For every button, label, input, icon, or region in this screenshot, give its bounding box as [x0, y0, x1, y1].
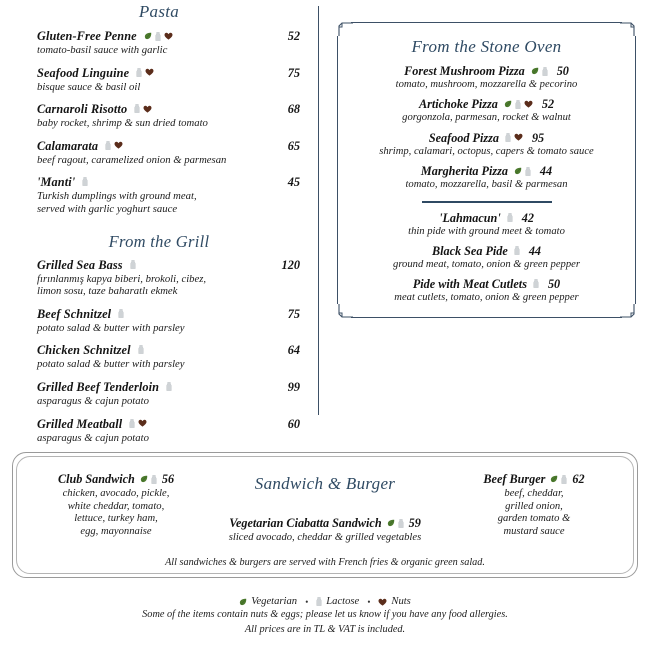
menu-item-header: [347, 131, 626, 146]
menu-item-header: [347, 277, 626, 292]
leaf-icon: [387, 519, 395, 527]
price-note: All prices are in TL & VAT is included.: [244, 623, 406, 635]
menu-item[interactable]: [347, 164, 626, 191]
nut-icon: [138, 419, 147, 427]
item-price: 56: [161, 472, 175, 486]
menu-item-name: Beef Schnitzel: [37, 306, 112, 321]
menu-item-description: Turkish dumplings with ground meat, served with garlic yoghurt sauce: [37, 190, 197, 215]
menu-item-price: 42: [521, 210, 534, 225]
menu-item-header: [347, 97, 626, 112]
leaf-icon: [144, 32, 152, 40]
milk-icon: [151, 475, 157, 484]
menu-item-description: fırınlanmış kapya biberi, brokoli, cibez, limon sosu, taze baharatlı ekmek: [37, 272, 207, 298]
menu-item-icons: [505, 133, 523, 142]
menu-item-name: Seafood Linguine: [37, 65, 130, 80]
grill-section-title: From the Grill: [108, 231, 210, 251]
milk-icon: [82, 177, 88, 186]
menu-item-icons: [144, 32, 173, 41]
menu-item-header: [37, 29, 318, 44]
item-name: Vegetarian Ciabatta Sandwich: [229, 516, 382, 530]
nut-icon: [378, 598, 387, 606]
item-description: beef, cheddar, grilled onion, garden tomato & mustard sauce: [497, 488, 571, 537]
item-icons: [550, 475, 567, 484]
menu-item-description: beef ragout, caramelized onion & parmesan: [37, 153, 227, 166]
menu-item[interactable]: [347, 64, 626, 91]
club-sandwich-name-line: [26, 472, 206, 487]
menu-item-icons: [514, 167, 531, 176]
sandwich-section-title: Sandwich & Burger: [254, 474, 396, 493]
milk-icon: [118, 309, 124, 318]
menu-item-icons: [166, 382, 172, 391]
milk-icon: [136, 68, 142, 77]
menu-item[interactable]: [0, 66, 318, 94]
menu-item-icons: [105, 141, 123, 150]
legend-label: Vegetarian: [251, 596, 298, 607]
menu-item-description: ground meat, tomato, onion & green pepper: [393, 259, 580, 271]
menu-item-name: 'Lahmacun': [439, 210, 501, 225]
menu-item-price: 50: [547, 277, 561, 292]
nut-icon: [145, 68, 154, 76]
sandwich-burger-box: [12, 452, 638, 578]
menu-item-price: 50: [556, 64, 569, 78]
nut-icon: [524, 100, 533, 108]
milk-icon: [138, 345, 144, 354]
item-price: 62: [572, 472, 585, 486]
menu-item-price: 75: [287, 65, 300, 80]
legend-entry: [378, 596, 410, 607]
milk-icon: [129, 419, 135, 428]
stone-oven-frame: [337, 22, 636, 318]
item-icons: [140, 475, 157, 484]
menu-item-header: [37, 307, 318, 322]
menu-item-price: 45: [287, 175, 300, 190]
menu-item-name: Seafood Pizza: [428, 130, 499, 145]
menu-item-header: [347, 164, 626, 179]
milk-icon: [561, 475, 567, 484]
beef-burger-name-line: [444, 472, 624, 487]
menu-item-description: potato salad & butter with parsley: [37, 358, 185, 371]
menu-item[interactable]: [347, 131, 626, 158]
sandwich-items-row: [26, 462, 624, 545]
menu-item-name: Grilled Meatball: [37, 416, 123, 431]
menu-item-header: [37, 139, 318, 154]
menu-item-name: Carnaroli Risotto: [37, 102, 128, 117]
milk-icon: [514, 246, 520, 255]
sandwich-note: All sandwiches & burgers are served with French fries & organic green salad.: [165, 557, 485, 568]
menu-item-header: [347, 211, 626, 226]
menu-item-description: bisque sauce & basil oil: [37, 80, 141, 93]
left-column: [0, 0, 318, 443]
menu-item-description: asparagus & cajun potato: [37, 431, 149, 444]
menu-item-name: 'Manti': [37, 175, 76, 190]
menu-item-price: 52: [287, 29, 300, 43]
menu-item-price: 52: [541, 97, 555, 112]
footer: [0, 596, 650, 636]
leaf-icon: [239, 598, 247, 606]
nut-icon: [114, 141, 123, 149]
sandwich-left-item: [26, 462, 206, 538]
frame-left-line: [337, 36, 338, 304]
milk-icon: [155, 32, 161, 41]
stone-oven-pide-list: [347, 211, 626, 305]
menu-item-name: Chicken Schnitzel: [37, 343, 131, 358]
menu-item-icons: [507, 213, 513, 222]
milk-icon: [515, 100, 521, 109]
legend-entry: [316, 596, 359, 607]
menu-item-description: tomato-basil sauce with garlic: [37, 44, 168, 56]
milk-icon: [507, 213, 513, 222]
legend-label: Lactose: [326, 596, 360, 607]
menu-item-name: Forest Mushroom Pizza: [404, 64, 525, 78]
menu-item-name: Calamarata: [37, 138, 99, 153]
menu-item[interactable]: [0, 380, 318, 408]
menu-item-header: [37, 175, 318, 190]
menu-item-description: shrimp, calamari, octopus, capers & tomato sauce: [379, 145, 594, 157]
menu-item-icons: [514, 246, 520, 255]
menu-item-name: Artichoke Pizza: [418, 97, 498, 112]
menu-item[interactable]: [0, 139, 318, 167]
menu-item-icons: [138, 345, 144, 354]
menu-item[interactable]: [0, 307, 318, 335]
menu-item-header: [37, 417, 318, 432]
legend-separator: •: [305, 596, 309, 607]
menu-item[interactable]: [0, 175, 318, 215]
item-price: 59: [408, 516, 421, 530]
menu-item-price: 99: [287, 379, 300, 394]
nut-icon: [514, 133, 523, 141]
menu-item-price: 44: [539, 164, 553, 179]
menu-item-price: 44: [528, 244, 541, 259]
sandwich-center-column: [206, 462, 444, 545]
leaf-icon: [514, 167, 522, 175]
milk-icon: [316, 597, 322, 606]
frame-right-line: [635, 36, 636, 304]
legend-separator: •: [367, 596, 371, 607]
menu-item[interactable]: [0, 102, 318, 130]
menu-item-description: tomato, mozzarella, basil & parmesan: [405, 179, 568, 191]
right-column: [319, 0, 650, 443]
leaf-icon: [550, 475, 558, 483]
milk-icon: [134, 104, 140, 113]
menu-item-header: [37, 258, 318, 273]
menu-item-price: 60: [287, 416, 300, 431]
menu-item-header: [347, 244, 626, 259]
menu-item-price: 95: [531, 130, 545, 145]
stone-oven-rule: [422, 201, 552, 203]
menu-item-icons: [129, 419, 147, 428]
menu-item-name: Gluten-Free Penne: [37, 29, 137, 43]
menu-item-description: thin pide with ground meet & tomato: [408, 225, 565, 237]
menu-item-name: Grilled Beef Tenderloin: [37, 379, 160, 394]
milk-icon: [166, 382, 172, 391]
menu-item-description: gorgonzola, parmesan, rocket & walnut: [402, 112, 571, 124]
milk-icon: [505, 133, 511, 142]
menu-item-header: [37, 102, 318, 117]
item-description: sliced avocado, cheddar & grilled vegetables: [228, 532, 422, 543]
sandwich-box-content: [26, 462, 624, 570]
menu-item-icons: [504, 100, 533, 109]
menu-item-description: meat cutlets, tomato, onion & green pepper: [394, 292, 579, 304]
frame-top-line: [351, 22, 622, 23]
item-icons: [387, 519, 404, 528]
stone-oven-section-title: From the Stone Oven: [411, 37, 562, 56]
menu-item-icons: [82, 177, 88, 186]
menu-item-icons: [118, 309, 124, 318]
legend-entry: [239, 596, 297, 607]
menu-item-name: Pide with Meat Cutlets: [412, 277, 527, 292]
grill-item-list: [0, 258, 318, 445]
menu-item-price: 64: [287, 343, 300, 358]
menu-item[interactable]: [0, 417, 318, 445]
pasta-item-list: [0, 29, 318, 216]
menu-item[interactable]: [347, 97, 626, 124]
menu-item-icons: [531, 67, 548, 76]
milk-icon: [525, 167, 531, 176]
allergy-note: Some of the items contain nuts & eggs; please let us know if you have any food allergies.: [142, 609, 508, 620]
allergen-legend: [0, 596, 650, 607]
stone-oven-pizza-list: [347, 64, 626, 192]
menu-item-price: 120: [281, 257, 300, 272]
menu-item-description: potato salad & butter with parsley: [37, 321, 185, 334]
menu-item[interactable]: [347, 244, 626, 271]
nut-icon: [164, 32, 173, 40]
menu-item-description: asparagus & cajun potato: [37, 394, 149, 407]
menu-item[interactable]: [347, 277, 626, 304]
menu-item-name: Black Sea Pide: [431, 244, 508, 259]
leaf-icon: [504, 100, 512, 108]
menu-item-name: Margherita Pizza: [420, 164, 508, 179]
stone-oven-content: [347, 30, 626, 310]
menu-item-price: 65: [287, 138, 300, 153]
milk-icon: [130, 260, 136, 269]
menu-item[interactable]: [347, 211, 626, 238]
nut-icon: [143, 105, 152, 113]
milk-icon: [533, 279, 539, 288]
item-description: chicken, avocado, pickle, white cheddar, tomato, lettuce, turkey ham, egg, mayonnaise: [62, 488, 170, 537]
menu-item[interactable]: [0, 29, 318, 57]
pasta-section-title: Pasta: [138, 2, 180, 21]
leaf-icon: [140, 475, 148, 483]
menu-item-icons: [130, 260, 136, 269]
milk-icon: [398, 519, 404, 528]
menu-item-description: tomato, mushroom, mozzarella & pecorino: [395, 79, 578, 90]
menu-item-name: Grilled Sea Bass: [37, 257, 123, 272]
menu-item[interactable]: [0, 258, 318, 298]
menu-item-icons: [134, 104, 152, 113]
menu-item-description: baby rocket, shrimp & sun dried tomato: [37, 117, 208, 130]
frame-bottom-line: [351, 317, 622, 318]
item-name: Club Sandwich: [57, 472, 135, 486]
legend-label: Nuts: [391, 596, 411, 607]
menu-item[interactable]: [0, 343, 318, 371]
item-name: Beef Burger: [483, 472, 546, 486]
menu-item-header: [347, 64, 626, 79]
menu-item-header: [37, 66, 318, 81]
milk-icon: [105, 141, 111, 150]
menu-item-price: 75: [287, 306, 300, 321]
menu-item-header: [37, 343, 318, 358]
leaf-icon: [531, 67, 539, 75]
sandwich-right-item: [444, 462, 624, 538]
menu-item-price: 68: [287, 102, 300, 117]
menu-item-header: [37, 380, 318, 395]
menu-item-icons: [533, 279, 539, 288]
menu-item-icons: [136, 68, 154, 77]
milk-icon: [542, 67, 548, 76]
ciabatta-sandwich-name-line: [206, 516, 444, 531]
